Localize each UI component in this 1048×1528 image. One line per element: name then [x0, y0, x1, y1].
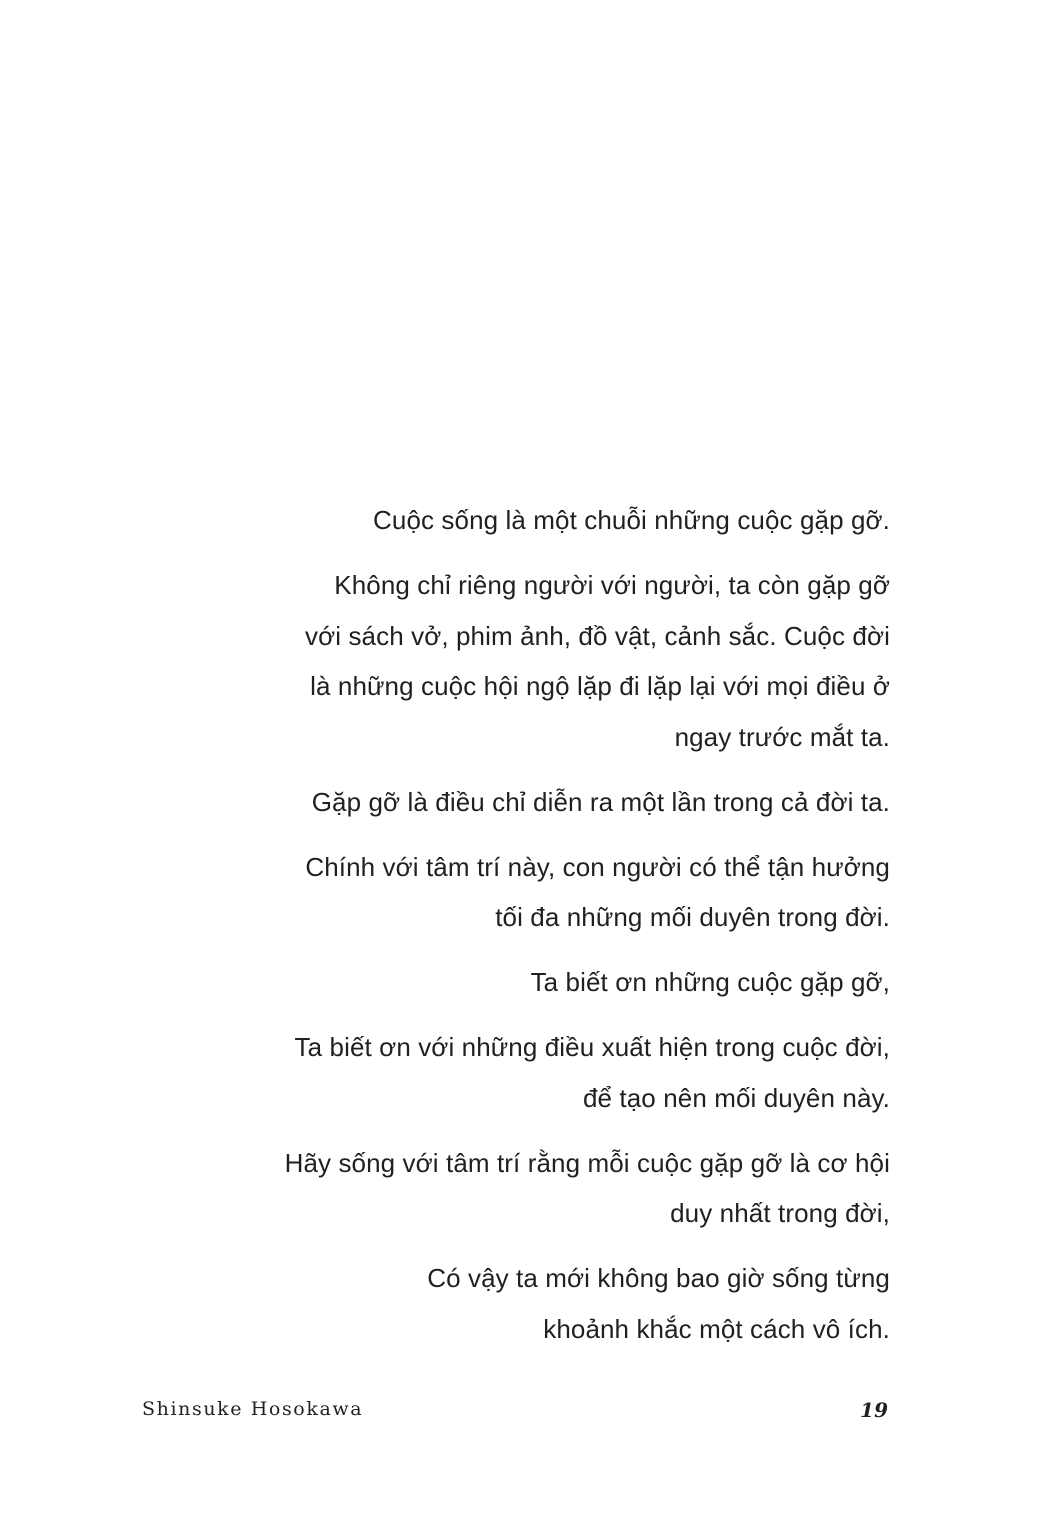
text-line: Cuộc sống là một chuỗi những cuộc gặp gỡ. [373, 505, 890, 535]
text-line: Ta biết ơn những cuộc gặp gỡ, [530, 967, 890, 997]
footer-author: Shinsuke Hosokawa [142, 1398, 364, 1420]
text-line: Chính với tâm trí này, con người có thể tận hưởng [305, 851, 890, 882]
poem-text [210, 495, 890, 1369]
paragraph [210, 495, 890, 546]
page-number: 19 [860, 1398, 888, 1422]
text-line: khoảnh khắc một cách vô ích. [543, 1313, 890, 1344]
text-line: Gặp gỡ là điều chỉ diễn ra một lần trong cả đời ta. [311, 786, 890, 817]
paragraph [210, 1022, 890, 1123]
text-line: ngay trước mắt ta. [674, 721, 890, 752]
paragraph [210, 957, 890, 1008]
text-line: với sách vở, phim ảnh, đồ vật, cảnh sắc. Cuộc đời [305, 620, 890, 651]
text-line: Có vậy ta mới không bao giờ sống từng [427, 1263, 890, 1293]
paragraph [210, 1253, 890, 1354]
paragraph [210, 777, 890, 828]
text-line: để tạo nên mối duyên này. [582, 1082, 890, 1113]
paragraph [210, 1138, 890, 1239]
text-line: duy nhất trong đời, [670, 1198, 890, 1228]
text-line: Hãy sống với tâm trí rằng mỗi cuộc gặp gỡ là cơ hội [284, 1147, 890, 1178]
text-line: Ta biết ơn với những điều xuất hiện trong cuộc đời, [294, 1032, 890, 1062]
paragraph [210, 842, 890, 943]
text-line: tối đa những mối duyên trong đời. [495, 902, 890, 932]
paragraph [210, 560, 890, 762]
text-line: Không chỉ riêng người với người, ta còn gặp gỡ [334, 570, 890, 600]
text-line: là những cuộc hội ngộ lặp đi lặp lại với mọi điều ở [310, 671, 890, 701]
